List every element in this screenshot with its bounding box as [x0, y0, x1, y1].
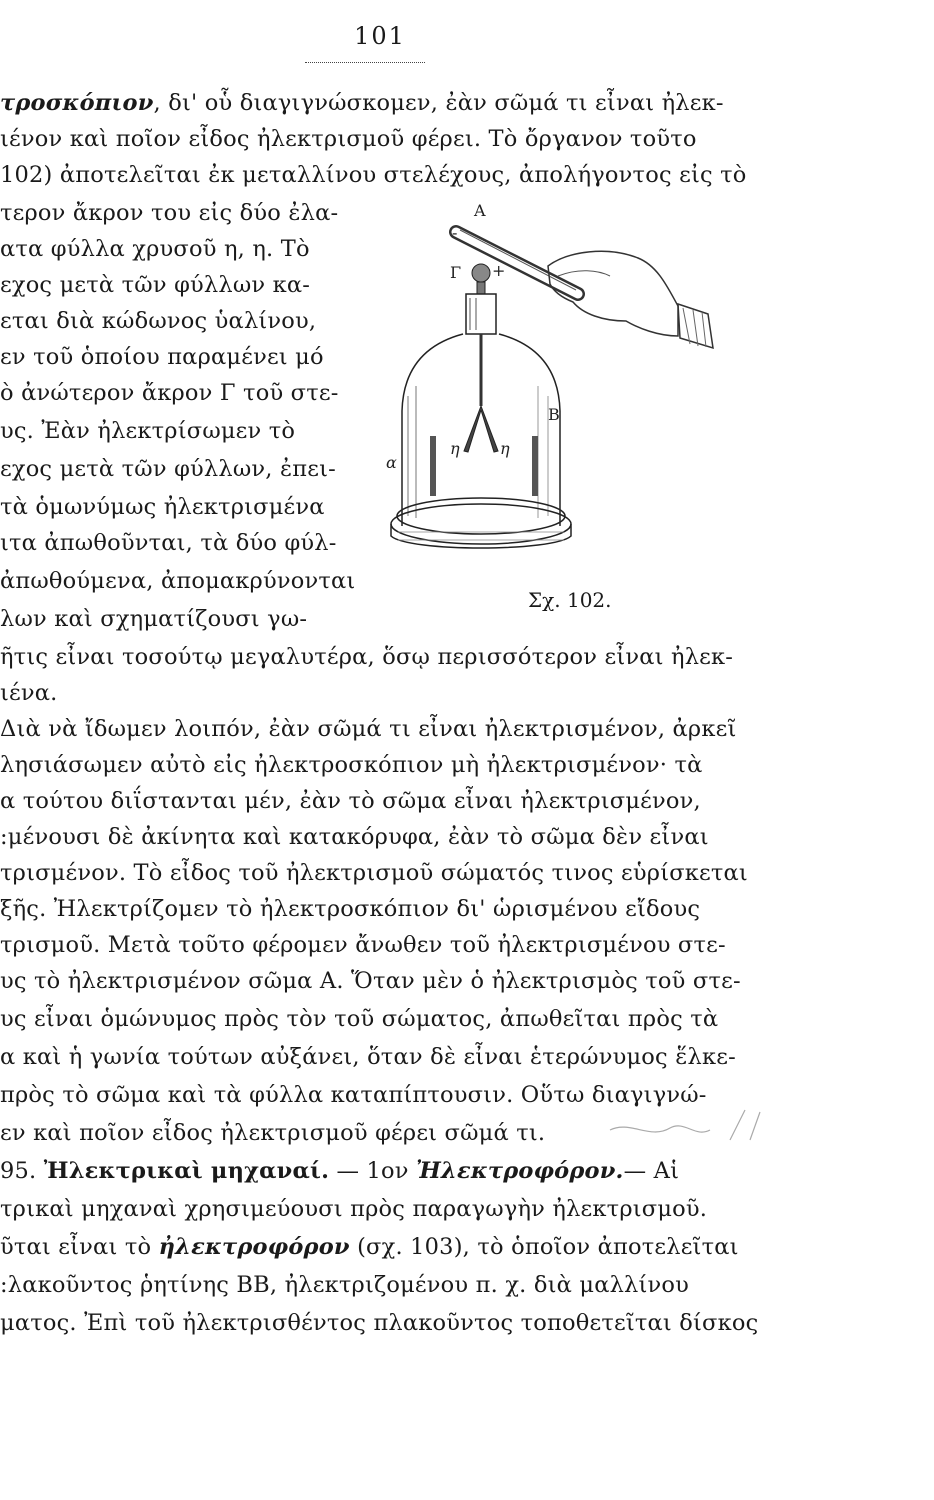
text-span: ματος. Ἐπὶ τοῦ ἠλεκτρισθέντος πλακοῦντος τοποθετεῖται δίσκος: [0, 1310, 759, 1336]
label-minus: -: [452, 223, 458, 242]
text-span: εχος μετὰ τῶν φύλλων κα-: [0, 272, 311, 298]
text-line: [0, 490, 325, 524]
electroscope-figure: [378, 196, 728, 606]
text-line: [0, 1002, 718, 1036]
text-line: [0, 928, 726, 962]
text-line: [0, 820, 709, 854]
text-span: λων καὶ σχηματίζουσι γω-: [0, 606, 308, 632]
text-span: τρισμοῦ. Μετὰ τοῦτο φέρομεν ἄνωθεν τοῦ ἠλεκτρισμένου στε-: [0, 932, 726, 958]
text-span: υς. Ἐὰν ἠλεκτρίσωμεν τὸ: [0, 418, 296, 444]
text-span: — 1ον: [329, 1158, 417, 1184]
text-span: ἀπωθούμενα, ἀπομακρύνονται: [0, 568, 356, 594]
text-span: εν τοῦ ὁποίου παραμένει μό: [0, 344, 324, 370]
text-span: ῆτις εἶναι τοσούτῳ μεγαλυτέρα, ὅσῳ περισσότερον εἶναι ἠλεκ-: [0, 644, 734, 670]
text-span: α καὶ ἡ γωνία τούτων αὐξάνει, ὅταν δὲ εἶναι ἑτερώνυμος ἕλκε-: [0, 1044, 736, 1070]
electroscope-illustration: [378, 196, 728, 606]
section-title: Ἠλεκτρικαὶ μηχαναί.: [43, 1158, 330, 1184]
page-number: 101: [354, 22, 406, 50]
text-line: [0, 964, 741, 998]
text-span: , δι' οὗ διαγιγνώσκομεν, ἐὰν σῶμά τι εἶναι ἠλεκ-: [153, 90, 724, 116]
term-electroscope: τροσκόπιον: [0, 90, 154, 116]
text-line: [0, 892, 700, 926]
text-line: [0, 676, 58, 710]
text-span: 102) ἀποτελεῖται ἐκ μεταλλίνου στελέχους, ἀπολήγοντος εἰς τὸ: [0, 162, 747, 188]
text-line: [0, 712, 737, 746]
text-span: α τούτου διΐστανται μέν, ἐὰν τὸ σῶμα εἶναι ἠλεκτρισμένον,: [0, 788, 701, 814]
text-span: υς τὸ ἠλεκτρισμένον σῶμα Α. Ὅταν μὲν ὁ ἠλεκτρισμὸς τοῦ στε-: [0, 968, 741, 994]
text-line: [0, 196, 338, 230]
text-line: [0, 340, 324, 374]
term-electrophorus: ἠλεκτροφόρον: [158, 1234, 350, 1260]
text-span: εχος μετὰ τῶν φύλλων, ἐπει-: [0, 456, 336, 482]
text-line: [0, 748, 703, 782]
label-eta-2: η: [500, 439, 510, 458]
text-line: [0, 158, 747, 192]
text-span: τρικαὶ μηχαναὶ χρησιμεύουσι πρὸς παραγωγὴν ἠλεκτρισμοῦ.: [0, 1196, 708, 1222]
text-line: [0, 452, 336, 486]
text-line: [0, 856, 748, 890]
text-span: :μένουσι δὲ ἀκίνητα καὶ κατακόρυφα, ἐὰν τὸ σῶμα δὲν εἶναι: [0, 824, 709, 850]
label-g: Γ: [450, 263, 462, 282]
text-span: πρὸς τὸ σῶμα καὶ τὰ φύλλα καταπίπτουσιν. Οὕτω διαγιγνώ-: [0, 1082, 707, 1108]
text-span: ῦται εἶναι τὸ: [0, 1234, 159, 1260]
text-span: τερον ἄκρον του εἰς δύο ἐλα-: [0, 200, 339, 226]
pencil-annotation: [600, 1100, 780, 1160]
section-heading-line: [0, 1154, 679, 1188]
text-span: Διὰ νὰ ἴδωμεν λοιπόν, ἐὰν σῶμά τι εἶναι ἠλεκτρισμένον, ἀρκεῖ: [0, 716, 737, 742]
text-line: [0, 304, 316, 338]
text-span: τὰ ὁμωνύμως ἠλεκτρισμένα: [0, 494, 325, 520]
label-alpha: α: [386, 453, 397, 472]
text-span: — Αἱ: [623, 1158, 680, 1184]
text-span: ὸ ἀνώτερον ἄκρον Γ τοῦ στε-: [0, 380, 339, 406]
text-line: [0, 86, 724, 120]
text-span: εν καὶ ποῖον εἶδος ἠλεκτρισμοῦ φέρει σῶμά τι.: [0, 1120, 546, 1146]
text-span: ιένον καὶ ποῖον εἶδος ἠλεκτρισμοῦ φέρει. Τὸ ὄργανον τοῦτο: [0, 126, 697, 152]
text-line: [0, 784, 701, 818]
text-span: :λακοῦντος ῥητίνης ΒΒ, ἠλεκτριζομένου π. χ. διὰ μαλλίνου: [0, 1272, 690, 1298]
text-span: τρισμένον. Τὸ εἶδος τοῦ ἠλεκτρισμοῦ σώματός τινος εὑρίσκεται: [0, 860, 748, 886]
subsection-title: Ἠλεκτροφόρον.: [416, 1158, 624, 1184]
label-plus: +: [492, 261, 506, 280]
text-span: εται διὰ κώδωνος ὑαλίνου,: [0, 308, 317, 334]
text-span: υς εἶναι ὁμώνυμος πρὸς τὸν τοῦ σώματος, ἀπωθεῖται πρὸς τὰ: [0, 1006, 719, 1032]
text-line: [0, 1306, 758, 1340]
text-span: ατα φύλλα χρυσοῦ η, η. Τὸ: [0, 236, 310, 262]
text-line: [0, 1192, 707, 1226]
text-line: [0, 526, 337, 560]
text-line: [0, 414, 295, 448]
text-span: 95.: [0, 1158, 44, 1184]
text-line: [0, 122, 697, 156]
text-line: [0, 232, 310, 266]
label-b: Β: [548, 405, 560, 424]
text-line: [0, 1268, 689, 1302]
label-eta-1: η: [450, 439, 460, 458]
text-span: ιτα ἀπωθοῦνται, τὰ δύο φύλ-: [0, 530, 337, 556]
text-span: (σχ. 103), τὸ ὁποῖον ἀποτελεῖται: [349, 1234, 739, 1260]
text-span: λησιάσωμεν αὐτὸ εἰς ἠλεκτροσκόπιον μὴ ἠλεκτρισμένον· τὰ: [0, 752, 703, 778]
text-line: [0, 640, 733, 674]
text-span: ξῆς. Ἠλεκτρίζομεν τὸ ἠλεκτροσκόπιον δι' ὡρισμένου εἴδους: [0, 896, 701, 922]
text-line: [0, 1230, 739, 1264]
label-a: Α: [474, 201, 486, 220]
header-rule: [305, 62, 425, 63]
text-line: [0, 1040, 736, 1074]
text-line: [0, 1116, 545, 1150]
text-span: ιένα.: [0, 680, 58, 706]
text-line: [0, 602, 307, 636]
text-line: [0, 564, 355, 598]
figure-caption: Σχ. 102.: [528, 588, 612, 612]
text-line: [0, 268, 310, 302]
text-line: [0, 376, 339, 410]
